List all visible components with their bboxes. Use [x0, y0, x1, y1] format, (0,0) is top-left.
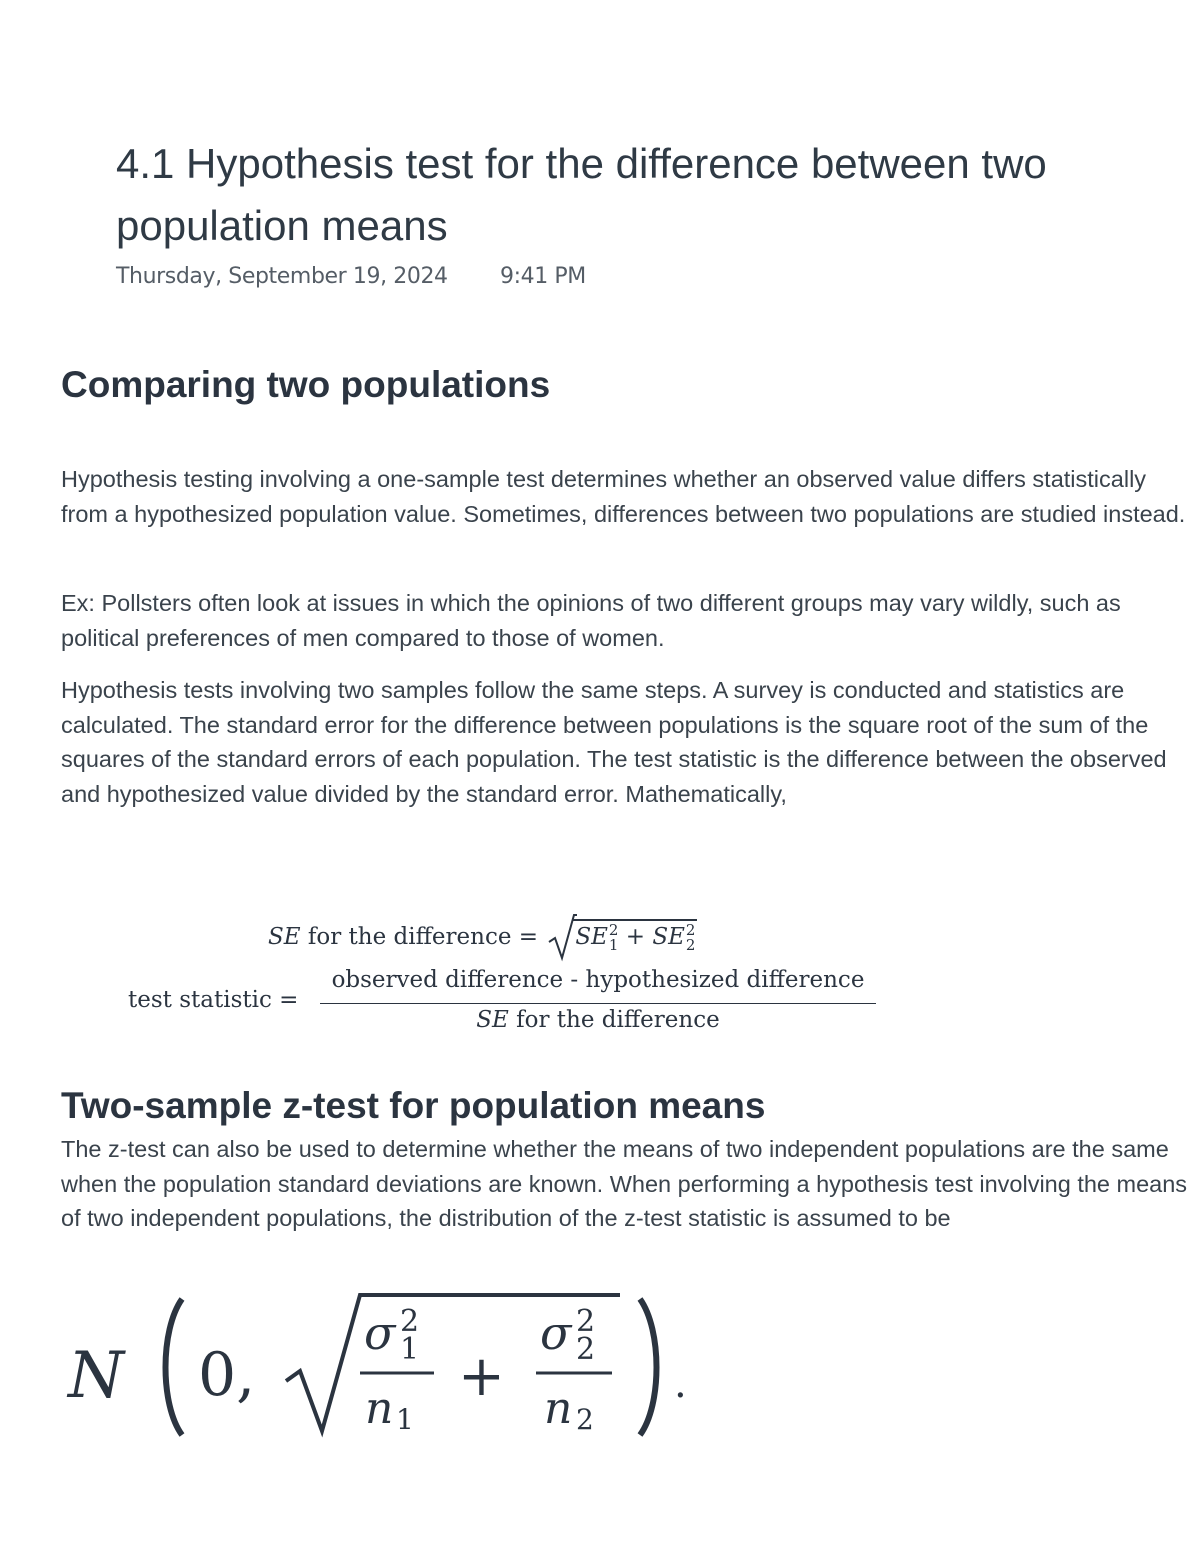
normal-symbol: N [68, 1339, 124, 1413]
n-1-sub: 1 [396, 1403, 414, 1436]
se-sub-2: 2 [685, 936, 696, 954]
den-text: for the difference [508, 1007, 720, 1033]
sigma-1: σ [364, 1306, 396, 1360]
paragraph-ztest: The z-test can also be used to determine whether the means of two independent populations are the same when the population standard deviations are known. When performing a hypothesis test involving the means of two independent populations, the distribution of the z-test statistic is assumed to be [61, 1136, 1188, 1231]
se-difference-formula [268, 912, 697, 962]
n-2-sub: 2 [576, 1403, 594, 1436]
note-date: Thursday, September 19, 2024 [116, 264, 448, 289]
se-lhs-text: for the difference = [300, 924, 546, 950]
den-se-symbol: SE [476, 1007, 509, 1033]
normal-distribution-formula [60, 1285, 720, 1445]
se-sup-1: 2 [608, 921, 619, 939]
fraction-bar [320, 1003, 876, 1004]
normal-zero: 0, [198, 1340, 256, 1410]
test-statistic-label: test statistic = [128, 987, 299, 1013]
normal-plus: + [458, 1344, 505, 1409]
se-term-2: SE [652, 924, 685, 950]
sigma-2-sup: 2 [576, 1304, 596, 1339]
se-sub-1: 1 [608, 936, 619, 954]
page-title: 4.1 Hypothesis test for the difference between two population means [116, 140, 1047, 249]
sigma-1-sub: 1 [400, 1332, 420, 1367]
paragraph-two-sample: Hypothesis tests involving two samples follow the same steps. A survey is conducted and statistics are calculated. The standard error for the difference between populations is the square root of the sum of the squares of the standard errors of each population. The test statistic is the difference between the observed and hypothesized value divided by the standard error. Mathematically, [61, 677, 1167, 807]
se-plus: + [625, 924, 646, 950]
test-statistic-denominator [320, 1007, 876, 1033]
n-2: n [544, 1383, 573, 1434]
note-time: 9:41 PM [500, 264, 586, 289]
se-term-1: SE [575, 924, 608, 950]
right-paren-icon [640, 1299, 657, 1435]
sigma-2-sub: 2 [576, 1332, 596, 1367]
normal-period: . [674, 1361, 687, 1407]
sigma-1-sup: 2 [400, 1304, 420, 1339]
se-sup-2: 2 [685, 921, 696, 939]
n-1: n [365, 1383, 394, 1434]
section-heading-comparing: Comparing two populations [61, 364, 551, 405]
test-statistic-numerator: observed difference - hypothesized difference [331, 967, 865, 993]
section-heading-ztest: Two-sample z-test for population means [61, 1085, 766, 1126]
left-paren-icon [166, 1299, 183, 1435]
paragraph-one-sample: Hypothesis testing involving a one-sample test determines whether an observed value differs statistically from a hypothesized population value. Sometimes, differences between two populations are studied instead. [61, 466, 1186, 527]
paragraph-example: Ex: Pollsters often look at issues in which the opinions of two different groups may vary wildly, such as political preferences of men compared to those of women. [61, 590, 1121, 651]
sigma-2: σ [540, 1306, 572, 1360]
se-symbol: SE [268, 924, 301, 950]
